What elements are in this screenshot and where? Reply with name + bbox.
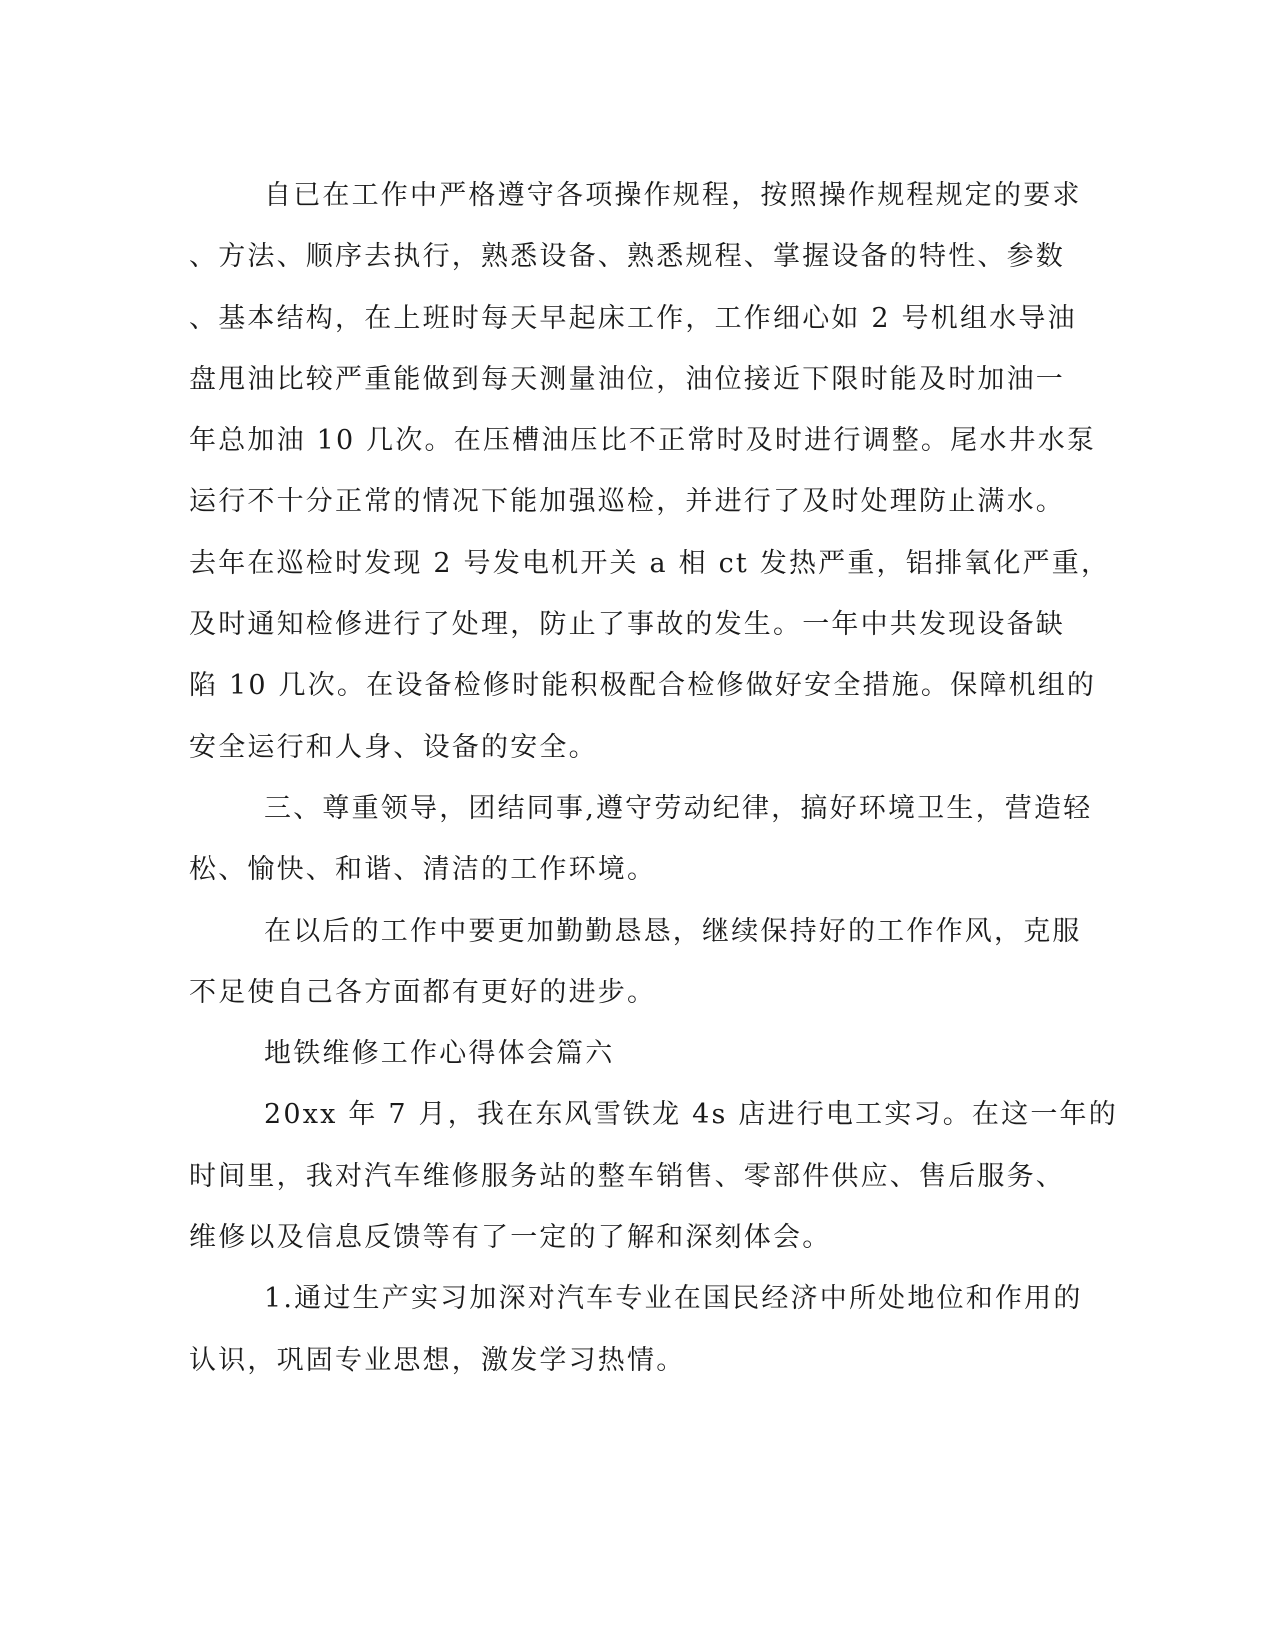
paragraph-line: 盘甩油比较严重能做到每天测量油位，油位接近下限时能及时加油一 xyxy=(189,363,1065,395)
paragraph-line: 在以后的工作中要更加勤勤恳恳，继续保持好的工作作风，克服 xyxy=(264,915,1082,947)
paragraph-line: 及时通知检修进行了处理，防止了事故的发生。一年中共发现设备缺 xyxy=(189,609,1065,641)
paragraph-line: 自已在工作中严格遵守各项操作规程，按照操作规程规定的要求 xyxy=(264,180,1082,211)
paragraph-line: 不足使自己各方面都有更好的进步。 xyxy=(189,976,657,1008)
paragraph-line: 去年在巡检时发现 2 号发电机开关 a 相 ct 发热严重，铝排氧化严重， xyxy=(189,547,1111,579)
paragraph-line: 运行不十分正常的情况下能加强巡检，并进行了及时处理防止满水。 xyxy=(189,486,1065,518)
document-body xyxy=(189,165,1118,1391)
paragraph-line: 1.通过生产实习加深对汽车专业在国民经济中所处地位和作用的 xyxy=(264,1283,1083,1315)
paragraph-line: 、基本结构，在上班时每天早起床工作，工作细心如 2 号机组水导油 xyxy=(189,302,1077,334)
paragraph-line: 时间里，我对汽车维修服务站的整车销售、零部件供应、售后服务、 xyxy=(189,1160,1065,1192)
paragraph-line: 安全运行和人身、设备的安全。 xyxy=(189,731,598,763)
paragraph-line: 三、尊重领导，团结同事,遵守劳动纪律，搞好环境卫生，营造轻 xyxy=(264,792,1093,824)
paragraph-line: 年总加油 10 几次。在压槽油压比不正常时及时进行调整。尾水井水泵 xyxy=(189,425,1097,457)
paragraph-line: 20xx 年 7 月，我在东风雪铁龙 4s 店进行电工实习。在这一年的 xyxy=(264,1099,1118,1131)
paragraph-line: 维修以及信息反馈等有了一定的了解和深刻体会。 xyxy=(189,1222,832,1254)
paragraph-line: 松、愉快、和谐、清洁的工作环境。 xyxy=(189,854,657,886)
paragraph-line: 陷 10 几次。在设备检修时能积极配合检修做好安全措施。保障机组的 xyxy=(189,670,1097,702)
paragraph-line: 、方法、顺序去执行，熟悉设备、熟悉规程、掌握设备的特性、参数 xyxy=(189,241,1065,273)
section-heading: 地铁维修工作心得体会篇六 xyxy=(264,1038,615,1070)
paragraph-line: 认识，巩固专业思想，激发学习热情。 xyxy=(189,1344,686,1376)
